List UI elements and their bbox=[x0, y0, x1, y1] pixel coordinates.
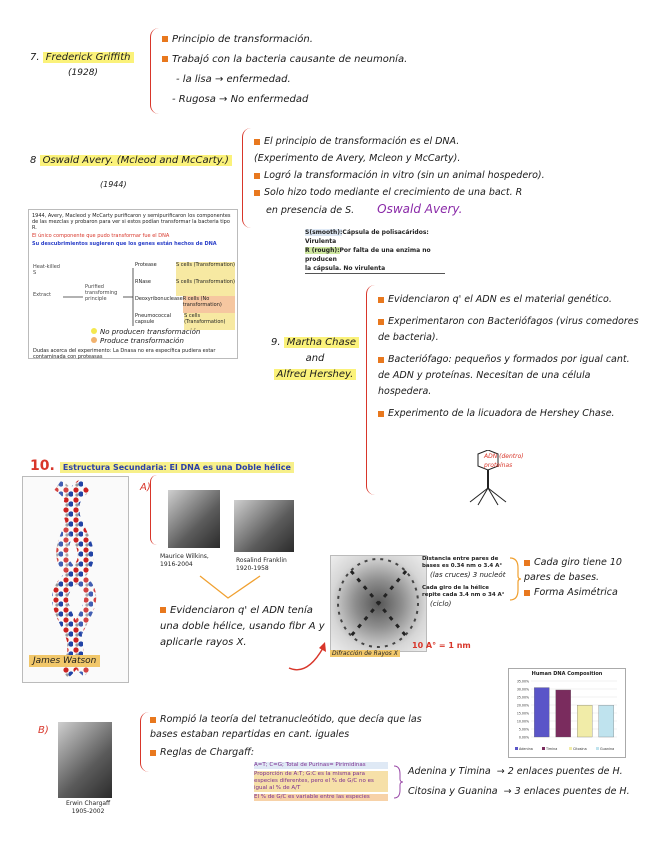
chart-ytick-label: 15.00% bbox=[516, 711, 529, 716]
chevron-connector bbox=[196, 572, 266, 602]
helix-right-notes bbox=[524, 555, 644, 600]
helix-note-2: Forma Asimétrica bbox=[524, 585, 644, 600]
s7-line-3: - la lisa → enfermedad. bbox=[176, 74, 291, 85]
chart-ytick-label: 25.00% bbox=[516, 695, 529, 700]
s8-name: Oswald Avery. (Mcleod and McCarty.) bbox=[40, 155, 232, 166]
s10-number: 10. bbox=[30, 458, 55, 474]
s7-bracket bbox=[150, 28, 159, 114]
chart-legend-swatch bbox=[542, 747, 545, 750]
xray-note-1-hand: (las cruces) 3 nucleót bbox=[430, 571, 506, 579]
rule-2: Proporción de A:T; G:C es la misma para especies diferentes, pero el % de G/C no es igual al % de A/T bbox=[254, 771, 388, 792]
figure-row-2: RNase S cells (Transformation) bbox=[135, 279, 235, 296]
chart-legend-label: Adenina bbox=[519, 746, 533, 751]
legend-item-2: Produce transformación bbox=[91, 337, 200, 346]
phage-label-dna: ADN (dentro) bbox=[484, 453, 524, 460]
chargaff-caption: Erwin Chargaff 1905-2002 bbox=[66, 800, 111, 815]
s9-name-2: Alfred Hershey. bbox=[270, 367, 360, 383]
s7-number: 7. bbox=[30, 52, 40, 63]
s8-notes bbox=[254, 133, 649, 219]
chart-title: Human DNA Composition bbox=[531, 671, 603, 677]
s7-heading bbox=[30, 52, 134, 63]
double-helix-icon bbox=[23, 477, 128, 682]
franklin-caption: Rosalind Franklin 1920-1958 bbox=[236, 557, 287, 572]
figure-row-4: Pneumococcal capsule S cells (Transformation) bbox=[135, 313, 235, 330]
figure-arrows bbox=[61, 262, 141, 332]
chart-ytick-label: 30.00% bbox=[516, 687, 529, 692]
orange-brace bbox=[508, 556, 522, 602]
s10-heading bbox=[30, 455, 294, 474]
franklin-photo bbox=[234, 500, 294, 552]
wilkins-photo bbox=[168, 490, 220, 548]
phage-label-protein: proteínas bbox=[484, 462, 513, 469]
xray-notes bbox=[422, 556, 507, 608]
s9-heading bbox=[270, 335, 360, 383]
part-a-label: A) bbox=[140, 482, 151, 493]
s9-line-1: Evidenciaron q' el ADN es el material genético. bbox=[378, 292, 640, 308]
left-label-3: Purified transforming principle bbox=[85, 284, 118, 302]
s9-and: and bbox=[305, 353, 325, 364]
chart-legend-label: Timina bbox=[546, 746, 558, 751]
s10-title: Estructura Secundaria: El DNA es una Doble hélice bbox=[60, 462, 294, 473]
s7-year: (1928) bbox=[68, 68, 98, 78]
left-label-1: Heat-killed S bbox=[33, 264, 60, 276]
xray-note-2-hand: (ciclo) bbox=[430, 600, 452, 608]
s8-signature: Oswald Avery. bbox=[377, 202, 463, 216]
part-b-notes bbox=[150, 712, 440, 760]
xray-caption: Difracción de Rayos X bbox=[332, 650, 398, 657]
chart-bar-citosina bbox=[577, 705, 592, 737]
figure-legend bbox=[91, 328, 200, 346]
base-pair-2: Citosina y Guanina → 3 enlaces puentes de H. bbox=[408, 786, 630, 797]
xray-diffraction-pattern bbox=[331, 556, 426, 651]
part-b-label: B) bbox=[38, 725, 49, 736]
chart-bar-guanina bbox=[599, 705, 614, 737]
s8-number: 8 bbox=[30, 155, 37, 166]
part-b-line-1: Rompió la teoría del tetranucleótido, que decía que las bases estaban repartidas en cant. iguales bbox=[150, 714, 422, 740]
base-pair-1: Adenina y Timina → 2 enlaces puentes de H. bbox=[408, 766, 623, 777]
sr-row-2: R (rough):Por falta de una enzima no producen bbox=[305, 247, 431, 263]
part-b-bracket bbox=[140, 712, 149, 772]
s8-bracket bbox=[242, 128, 251, 228]
dna-model-image bbox=[22, 476, 129, 683]
rule-3: El % de G/C es variable entre las especies bbox=[254, 794, 388, 801]
figure-blue-line: Su descubrimientos sugieren que los genes están hechos de DNA bbox=[32, 241, 217, 247]
s9-line-4: Experimento de la licuadora de Hershey Chase. bbox=[378, 406, 640, 422]
dna-composition-chart bbox=[508, 668, 626, 758]
s7-line-4: - Rugosa → No enfermedad bbox=[172, 94, 309, 105]
chart-ytick-label: 35.00% bbox=[516, 679, 529, 684]
s8-heading bbox=[30, 155, 232, 166]
s7-notes bbox=[162, 30, 407, 110]
legend-item-1: No producen transformación bbox=[91, 328, 200, 337]
model-label: James Watson bbox=[29, 655, 100, 667]
s8-year: (1944) bbox=[100, 180, 127, 189]
s9-notes bbox=[378, 292, 640, 422]
s8-sr-table bbox=[305, 228, 445, 274]
s7-line-2: Trabajó con la bacteria causante de neumonía. bbox=[162, 50, 407, 70]
s8-line-3: Logró la transformación in vitro (sin un animal hospedero). bbox=[254, 167, 649, 184]
figure-diagram bbox=[33, 262, 233, 332]
chart-legend-swatch bbox=[515, 747, 518, 750]
chart-ytick-label: 5.00% bbox=[518, 727, 529, 732]
helix-note-1: Cada giro tiene 10 pares de bases. bbox=[524, 557, 622, 583]
chart-legend-swatch bbox=[569, 747, 572, 750]
part-b-line-2: Reglas de Chargaff: bbox=[150, 745, 440, 760]
s8-line-5: en presencia de S. Oswald Avery. bbox=[266, 202, 463, 216]
s9-bracket bbox=[366, 285, 375, 495]
s7-line-1: Principio de transformación. bbox=[162, 30, 407, 50]
xray-note-2: Cada giro de la hélice repite cada 3.4 nm o 34 A° bbox=[422, 585, 505, 598]
left-label-2: Extract bbox=[33, 292, 51, 298]
s7-name: Frederick Griffith bbox=[43, 52, 134, 63]
chart-plot bbox=[509, 677, 625, 757]
avery-figure bbox=[28, 209, 238, 359]
chart-bar-adenina bbox=[534, 688, 549, 737]
figure-row-3: Deoxyribonuclease R cells (No transformation) bbox=[135, 296, 235, 313]
s8-line-2: (Experimento de Avery, Mcleon y McCarty). bbox=[254, 153, 461, 164]
chargaff-photo bbox=[58, 722, 112, 798]
curved-arrow-icon bbox=[285, 638, 329, 676]
evidence-text: Evidenciaron q' el ADN tenía una doble hélice, usando fibr A y aplicarle rayos X. bbox=[160, 605, 325, 648]
base-pairs bbox=[408, 762, 630, 802]
figure-rows bbox=[135, 262, 235, 330]
sr-row-3: la cápsula. No virulenta bbox=[305, 265, 386, 272]
figure-red-line: El único componente que pudo transformar fue el DNA bbox=[32, 233, 170, 239]
phage-labels bbox=[484, 452, 524, 470]
chart-legend-label: Citosina bbox=[573, 746, 587, 751]
s8-line-1: El principio de transformación es el DNA. bbox=[254, 133, 649, 150]
chart-legend-label: Guanina bbox=[600, 746, 615, 751]
s8-line-4: Solo hizo todo mediante el crecimiento de una bact. R bbox=[254, 184, 649, 201]
chart-ytick-label: 10.00% bbox=[516, 719, 529, 724]
part-a-bracket bbox=[150, 475, 157, 545]
figure-footer: Dudas acerca del experimento: La Dnasa no era específica pudiera estar contaminada con proteasas bbox=[33, 348, 216, 360]
s9-line-3: Bacteriófago: pequeños y formados por igual cant. de ADN y proteínas. Necesitan de una célula hospedera. bbox=[378, 354, 630, 397]
chart-ytick-label: 20.00% bbox=[516, 703, 529, 708]
s9-name-1: 9. Martha Chase bbox=[270, 335, 360, 351]
chargaff-rules bbox=[254, 762, 388, 801]
purple-brace bbox=[392, 764, 404, 800]
chart-legend-swatch bbox=[596, 747, 599, 750]
s9-line-2: Experimentaron con Bacteriófagos (virus comedores de bacteria). bbox=[378, 316, 639, 343]
chart-ytick-label: 0.00% bbox=[518, 735, 529, 740]
xray-image bbox=[330, 555, 427, 652]
xray-note-1: Distancia entre pares de bases es 0.34 nm o 3.4 A° bbox=[422, 556, 503, 569]
figure-intro: 1944, Avery, Macleod y McCarty purificaron y semipurificaron los componentes de las mezclas y probaron para ver si estos podían transformar la bacteria tipo R. bbox=[32, 213, 231, 231]
figure-row-1: Protease S cells (Transformation) bbox=[135, 262, 235, 279]
wilkins-caption: Maurice Wilkins, 1916-2004 bbox=[160, 553, 209, 568]
xray-scale: 10 A° = 1 nm bbox=[412, 641, 471, 650]
rule-1: A=T; C=G; Total de Purinas= Pirimidinas bbox=[254, 762, 388, 769]
chart-bar-timina bbox=[556, 690, 571, 737]
sr-row-1: S(smooth):Cápsula de polisacáridos: Virulenta bbox=[305, 229, 429, 245]
